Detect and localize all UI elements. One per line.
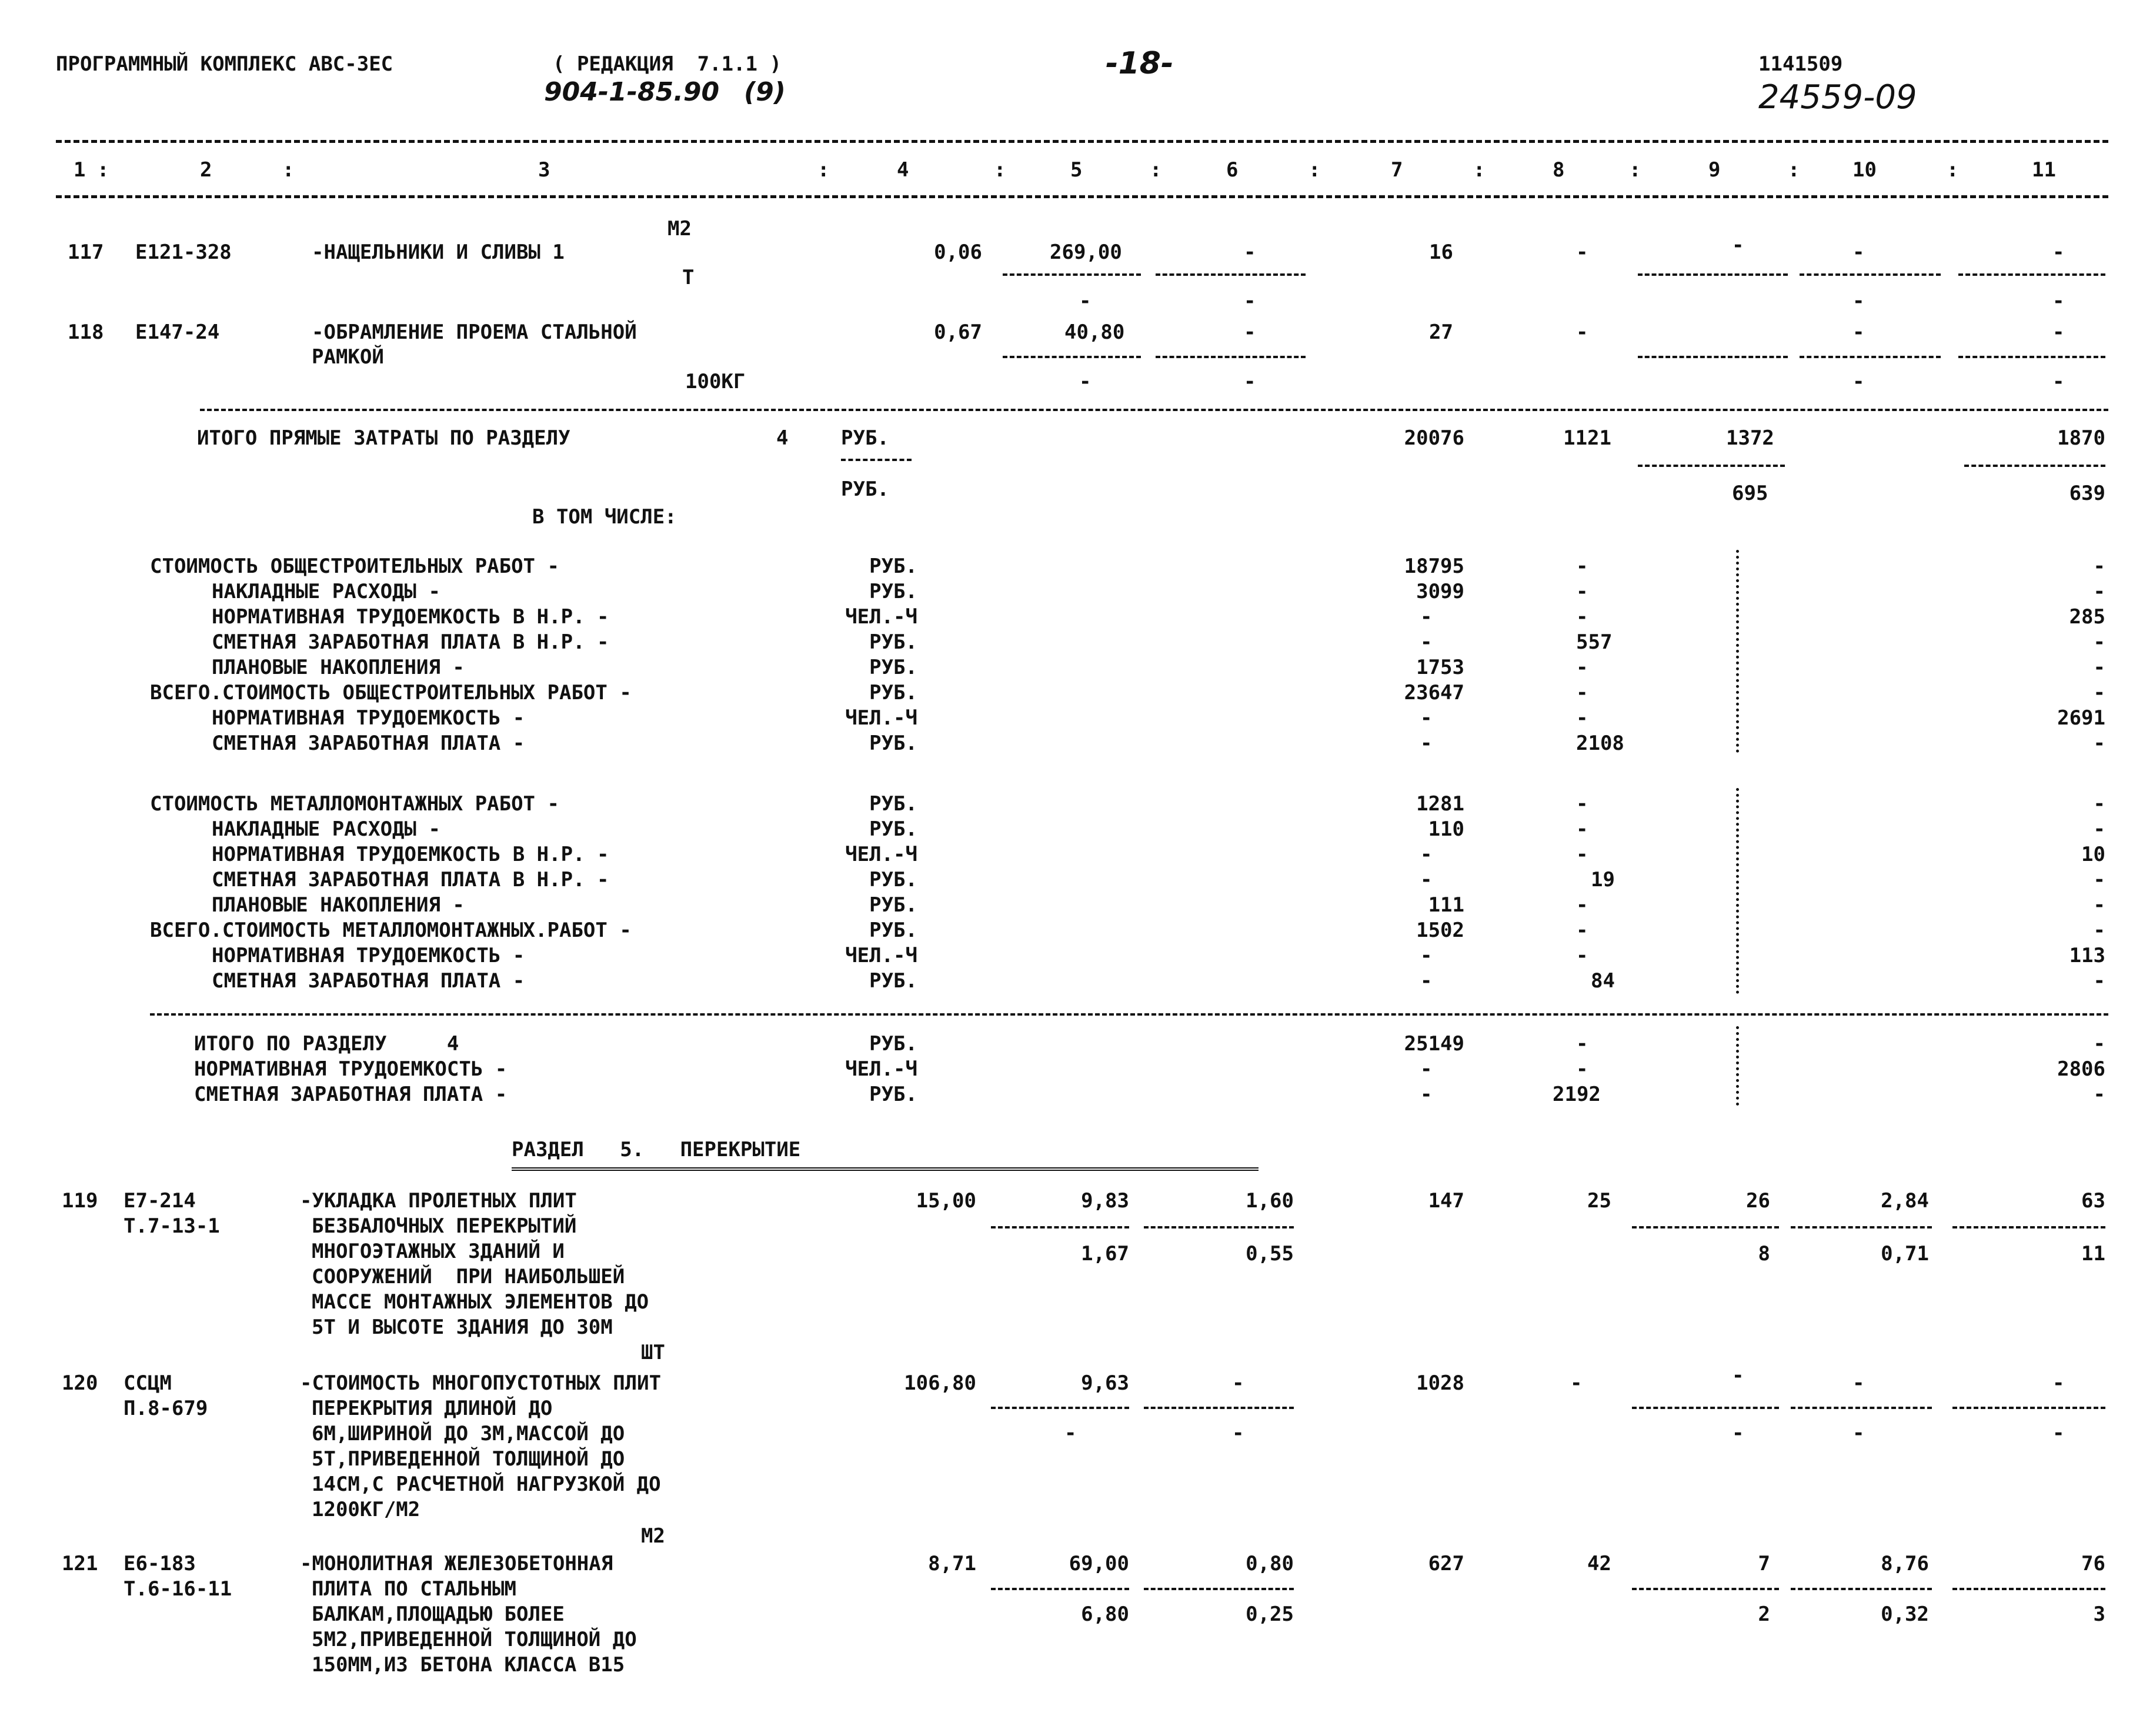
row120-c9: - [1732,1364,1744,1387]
total-c11: - [2093,1083,2105,1106]
general-c8: - [1576,605,1588,629]
metal-c11: 10 [2081,843,2105,866]
metal-c11: - [2093,868,2105,892]
metal-c8: - [1576,843,1588,866]
row120-c6: - [1232,1371,1244,1395]
general-c8: - [1576,580,1588,603]
row117-c7: 16 [1429,241,1453,264]
general-label: СМЕТНАЯ ЗАРАБОТНАЯ ПЛАТА - [212,732,525,755]
general-c11: 285 [2069,605,2105,629]
col-6: 6 [1226,158,1239,182]
row119-line: -УКЛАДКА ПРОЛЕТНЫХ ПЛИТ [300,1189,577,1213]
metal-c11: - [2093,919,2105,942]
metal-unit: РУБ. [869,893,917,917]
total-unit: РУБ. [869,1032,917,1056]
metal-unit: РУБ. [869,969,917,993]
metal-c11: - [2093,893,2105,917]
general-c11: - [2093,656,2105,679]
total-c8: 2192 [1553,1083,1601,1106]
metal-unit: РУБ. [869,868,917,892]
row119-c5: 9,83 [1081,1189,1129,1213]
metal-c7: - [1420,843,1433,866]
metal-c8: - [1576,817,1588,841]
general-c8: - [1576,681,1588,705]
col-sep: : [817,158,830,182]
total-label: НОРМАТИВНАЯ ТРУДОЕМКОСТЬ - [194,1057,508,1081]
row120-c11b: - [2052,1421,2065,1445]
row121-line: -МОНОЛИТНАЯ ЖЕЛЕЗОБЕТОННАЯ [300,1552,613,1575]
row118-c8: - [1576,321,1588,344]
col-2: 2 [200,158,212,182]
general-c11: - [2093,630,2105,654]
metal-unit: РУБ. [869,919,917,942]
row120-unit: М2 [641,1524,665,1548]
total-c11: 2806 [2057,1057,2105,1081]
row118-c4: 0,67 [934,321,982,344]
section5-underline [512,1167,1259,1171]
row119-code2: Т.7-13-1 [123,1214,220,1238]
col-sep: : [1788,158,1800,182]
general-c8: 557 [1576,630,1613,654]
row120-c4: 106,80 [904,1371,976,1395]
metal-unit: РУБ. [869,817,917,841]
row118-c11b: - [2052,370,2065,393]
row119-c4: 15,00 [916,1189,976,1213]
project-number: 904-1-85.90 [544,77,720,107]
page-number: -18- [1106,46,1174,81]
row118-name: -ОБРАМЛЕНИЕ ПРОЕМА СТАЛЬНОЙ [312,321,637,344]
header-rule-top [56,140,2108,143]
metal-c8: - [1576,919,1588,942]
general-unit: ЧЕЛ.-Ч [845,706,917,730]
row120-c8: - [1570,1371,1583,1395]
total-c7: 25149 [1404,1032,1464,1056]
metal-c7: 1502 [1416,919,1464,942]
row120-line: 14СМ,С РАСЧЕТНОЙ НАГРУЗКОЙ ДО [312,1473,661,1496]
metal-label: НОРМАТИВНАЯ ТРУДОЕМКОСТЬ - [212,944,525,967]
general-label: СТОИМОСТЬ ОБЩЕСТРОИТЕЛЬНЫХ РАБОТ - [150,555,559,578]
row121-line: ПЛИТА ПО СТАЛЬНЫМ [312,1577,516,1601]
col-sep: : [1309,158,1321,182]
row120-line: 1200КГ/М2 [312,1498,420,1521]
col-sep: : [994,158,1006,182]
general-c7: 18795 [1404,555,1464,578]
row121-c9: 7 [1758,1552,1770,1575]
col-sep: : [1150,158,1162,182]
row119-line: МНОГОЭТАЖНЫХ ЗДАНИЙ И [312,1240,565,1263]
general-unit: РУБ. [869,630,917,654]
row121-c8: 42 [1587,1552,1611,1575]
row117-code: Е121-328 [135,241,232,264]
row117-c5b: - [1079,289,1091,313]
row121-c5b: 6,80 [1081,1603,1129,1626]
row117-c10b: - [1852,289,1865,313]
row119-c7: 147 [1428,1189,1464,1213]
metal-label: ПЛАНОВЫЕ НАКОПЛЕНИЯ - [212,893,465,917]
total-c8: - [1576,1057,1588,1081]
row118-c10b: - [1852,370,1865,393]
col-sep: : [1473,158,1486,182]
metal-c8: 84 [1591,969,1615,993]
total-c7: - [1420,1083,1433,1106]
general-unit: РУБ. [869,580,917,603]
row121-c5: 69,00 [1069,1552,1129,1575]
general-c7: - [1420,732,1433,755]
general-c7: - [1420,706,1433,730]
row119-c10: 2,84 [1881,1189,1929,1213]
general-c7: 23647 [1404,681,1464,705]
row118-c5: 40,80 [1064,321,1125,344]
row121-c10: 8,76 [1881,1552,1929,1575]
row119-code: Е7-214 [123,1189,196,1213]
general-c8: - [1576,706,1588,730]
metal-label: НОРМАТИВНАЯ ТРУДОЕМКОСТЬ В Н.Р. - [212,843,609,866]
metal-c8: - [1576,893,1588,917]
metal-unit: РУБ. [869,792,917,816]
general-c11: - [2093,555,2105,578]
direct-costs-unit: РУБ. [841,426,889,450]
row120-code: ССЦМ [123,1371,172,1395]
col-7: 7 [1391,158,1403,182]
total-unit: РУБ. [869,1083,917,1106]
col-10: 10 [1852,158,1877,182]
general-unit: РУБ. [869,681,917,705]
general-c11: - [2093,681,2105,705]
row119-c9: 26 [1746,1189,1770,1213]
row121-line: 5М2,ПРИВЕДЕННОЙ ТОЛЩИНОЙ ДО [312,1628,637,1651]
handwritten-code: 24559-09 [1758,78,1917,116]
row120-c10: - [1852,1371,1865,1395]
general-c11: - [2093,580,2105,603]
row119-line: МАССЕ МОНТАЖНЫХ ЭЛЕМЕНТОВ ДО [312,1290,649,1314]
row120-c10b: - [1852,1421,1865,1445]
general-c11: 2691 [2057,706,2105,730]
row119-c9b: 8 [1758,1242,1770,1266]
row118-c7: 27 [1429,321,1453,344]
row119-c10b: 0,71 [1881,1242,1929,1266]
row117-c9: - [1732,233,1744,257]
metal-c7: 1281 [1416,792,1464,816]
row118-c11: - [2052,321,2065,344]
row118-name2: РАМКОЙ [312,345,384,369]
row117-unit: М2 [667,217,692,241]
including-label: В ТОМ ЧИСЛЕ: [532,505,677,529]
general-unit: РУБ. [869,555,917,578]
general-label: ВСЕГО.СТОИМОСТЬ ОБЩЕСТРОИТЕЛЬНЫХ РАБОТ - [150,681,632,705]
col-9: 9 [1708,158,1721,182]
row117-num: 117 [68,241,104,264]
row120-code2: П.8-679 [123,1397,208,1420]
row121-num: 121 [62,1552,98,1575]
row117-name: -НАЩЕЛЬНИКИ И СЛИВЫ 1 [312,241,565,264]
row119-unit: ШТ [641,1341,665,1364]
row117-c11: - [2052,241,2065,264]
direct-costs-section: 4 [776,426,789,450]
row121-c11: 76 [2081,1552,2105,1575]
metal-label: СТОИМОСТЬ МЕТАЛЛОМОНТАЖНЫХ РАБОТ - [150,792,559,816]
direct-costs-c11: 1870 [2057,426,2105,450]
row121-line: БАЛКАМ,ПЛОЩАДЬЮ БОЛЕЕ [312,1603,565,1626]
metal-c11: - [2093,792,2105,816]
row119-line: БЕЗБАЛОЧНЫХ ПЕРЕКРЫТИЙ [312,1214,577,1238]
row120-c11: - [2052,1371,2065,1395]
direct-costs-label: ИТОГО ПРЯМЫЕ ЗАТРАТЫ ПО РАЗДЕЛУ [197,426,570,450]
row119-c6: 1,60 [1246,1189,1294,1213]
row118-c10: - [1852,321,1865,344]
general-label: СМЕТНАЯ ЗАРАБОТНАЯ ПЛАТА В Н.Р. - [212,630,609,654]
metal-label: СМЕТНАЯ ЗАРАБОТНАЯ ПЛАТА - [212,969,525,993]
row121-c11b: 3 [2093,1603,2105,1626]
metal-c11: - [2093,969,2105,993]
general-c11: - [2093,732,2105,755]
row119-c5b: 1,67 [1081,1242,1129,1266]
row120-c5b: - [1064,1421,1077,1445]
row119-num: 119 [62,1189,98,1213]
row118-c5b: - [1079,370,1091,393]
general-c7: 3099 [1416,580,1464,603]
row117-c8: - [1576,241,1588,264]
metal-c8: - [1576,944,1588,967]
total-c11: - [2093,1032,2105,1056]
total-c8: - [1576,1032,1588,1056]
metal-c8: 19 [1591,868,1615,892]
col-1: 1 [74,158,86,182]
row119-line: СООРУЖЕНИЙ ПРИ НАИБОЛЬШЕЙ [312,1265,625,1288]
total-unit: ЧЕЛ.-Ч [845,1057,917,1081]
row120-c6b: - [1232,1421,1244,1445]
section5-title: РАЗДЕЛ 5. ПЕРЕКРЫТИЕ [512,1138,801,1161]
row119-c8: 25 [1587,1189,1611,1213]
general-unit: ЧЕЛ.-Ч [845,605,917,629]
row121-c4: 8,71 [928,1552,976,1575]
total-label: ИТОГО ПО РАЗДЕЛУ 4 [194,1032,459,1056]
row117-c6: - [1244,241,1256,264]
general-c8: - [1576,555,1588,578]
direct-costs-unit-2: РУБ. [841,478,889,501]
row120-c5: 9,63 [1081,1371,1129,1395]
metal-label: НАКЛАДНЫЕ РАСХОДЫ - [212,817,440,841]
total-c7: - [1420,1057,1433,1081]
metal-c7: - [1420,969,1433,993]
general-label: НОРМАТИВНАЯ ТРУДОЕМКОСТЬ - [212,706,525,730]
col-5: 5 [1070,158,1083,182]
metal-unit: ЧЕЛ.-Ч [845,843,917,866]
col-sep: : [282,158,295,182]
row121-code: Е6-183 [123,1552,196,1575]
metal-unit: ЧЕЛ.-Ч [845,944,917,967]
metal-c7: 110 [1428,817,1464,841]
col-sep: : [97,158,109,182]
metal-label: СМЕТНАЯ ЗАРАБОТНАЯ ПЛАТА В Н.Р. - [212,868,609,892]
row120-line: -СТОИМОСТЬ МНОГОПУСТОТНЫХ ПЛИТ [300,1371,662,1395]
direct-costs-c11b: 639 [2069,482,2105,505]
col-sep: : [1629,158,1641,182]
col-3: 3 [538,158,550,182]
row120-line: 5Т,ПРИВЕДЕННОЙ ТОЛЩИНОЙ ДО [312,1447,625,1471]
edition-label: ( РЕДАКЦИЯ 7.1.1 ) [553,52,782,76]
row121-c10b: 0,32 [1881,1603,1929,1626]
row119-c6b: 0,55 [1246,1242,1294,1266]
row121-c9b: 2 [1758,1603,1770,1626]
row117-c4: 0,06 [934,241,982,264]
general-label: НОРМАТИВНАЯ ТРУДОЕМКОСТЬ В Н.Р. - [212,605,609,629]
total-label: СМЕТНАЯ ЗАРАБОТНАЯ ПЛАТА - [194,1083,508,1106]
general-label: ПЛАНОВЫЕ НАКОПЛЕНИЯ - [212,656,465,679]
metal-c11: 113 [2069,944,2105,967]
document-code: 1141509 [1758,52,1843,76]
metal-c11: - [2093,817,2105,841]
row119-c11b: 11 [2081,1242,2105,1266]
col-sep: : [1947,158,1959,182]
row118-c6b: - [1244,370,1256,393]
metal-c7: - [1420,944,1433,967]
general-c7: 1753 [1416,656,1464,679]
row121-line: 150ММ,ИЗ БЕТОНА КЛАССА В15 [312,1653,625,1677]
general-c8: - [1576,656,1588,679]
row117-c6b: - [1244,289,1256,313]
row118-c6: - [1244,321,1256,344]
direct-costs-c7: 20076 [1404,426,1464,450]
row119-line: 5Т И ВЫСОТЕ ЗДАНИЯ ДО 30М [312,1316,613,1339]
row120-line: ПЕРЕКРЫТИЯ ДЛИНОЙ ДО [312,1397,553,1420]
general-unit: РУБ. [869,656,917,679]
row121-c6: 0,80 [1246,1552,1294,1575]
metal-c8: - [1576,792,1588,816]
col-11: 11 [2032,158,2056,182]
direct-costs-c8: 1121 [1563,426,1611,450]
row121-c6b: 0,25 [1246,1603,1294,1626]
direct-costs-c9b: 695 [1732,482,1768,505]
col-4: 4 [897,158,909,182]
metal-c7: - [1420,868,1433,892]
general-c8: 2108 [1576,732,1624,755]
program-title: ПРОГРАММНЫЙ КОМПЛЕКС АВС-ЗЕС [56,52,393,76]
row117-unit2: Т [682,266,695,289]
row120-c7: 1028 [1416,1371,1464,1395]
row119-c11: 63 [2081,1189,2105,1213]
general-label: НАКЛАДНЫЕ РАСХОДЫ - [212,580,440,603]
metal-c7: 111 [1428,893,1464,917]
row120-num: 120 [62,1371,98,1395]
row120-c9b: - [1732,1421,1744,1445]
row121-c7: 627 [1428,1552,1464,1575]
general-c7: - [1420,605,1433,629]
header-rule-bottom [56,195,2108,198]
row120-line: 6М,ШИРИНОЙ ДО 3М,МАССОЙ ДО [312,1422,625,1445]
row118-code: Е147-24 [135,321,220,344]
row118-num: 118 [68,321,104,344]
project-note: (9) [744,77,786,107]
row117-c5: 269,00 [1050,241,1122,264]
row117-c11b: - [2052,289,2065,313]
row117-c10: - [1852,241,1865,264]
row121-code2: Т.6-16-11 [123,1577,232,1601]
row118-unit: 100КГ [685,370,746,393]
general-unit: РУБ. [869,732,917,755]
general-c7: - [1420,630,1433,654]
direct-costs-c9: 1372 [1726,426,1774,450]
col-8: 8 [1553,158,1565,182]
metal-label: ВСЕГО.СТОИМОСТЬ МЕТАЛЛОМОНТАЖНЫХ.РАБОТ - [150,919,632,942]
